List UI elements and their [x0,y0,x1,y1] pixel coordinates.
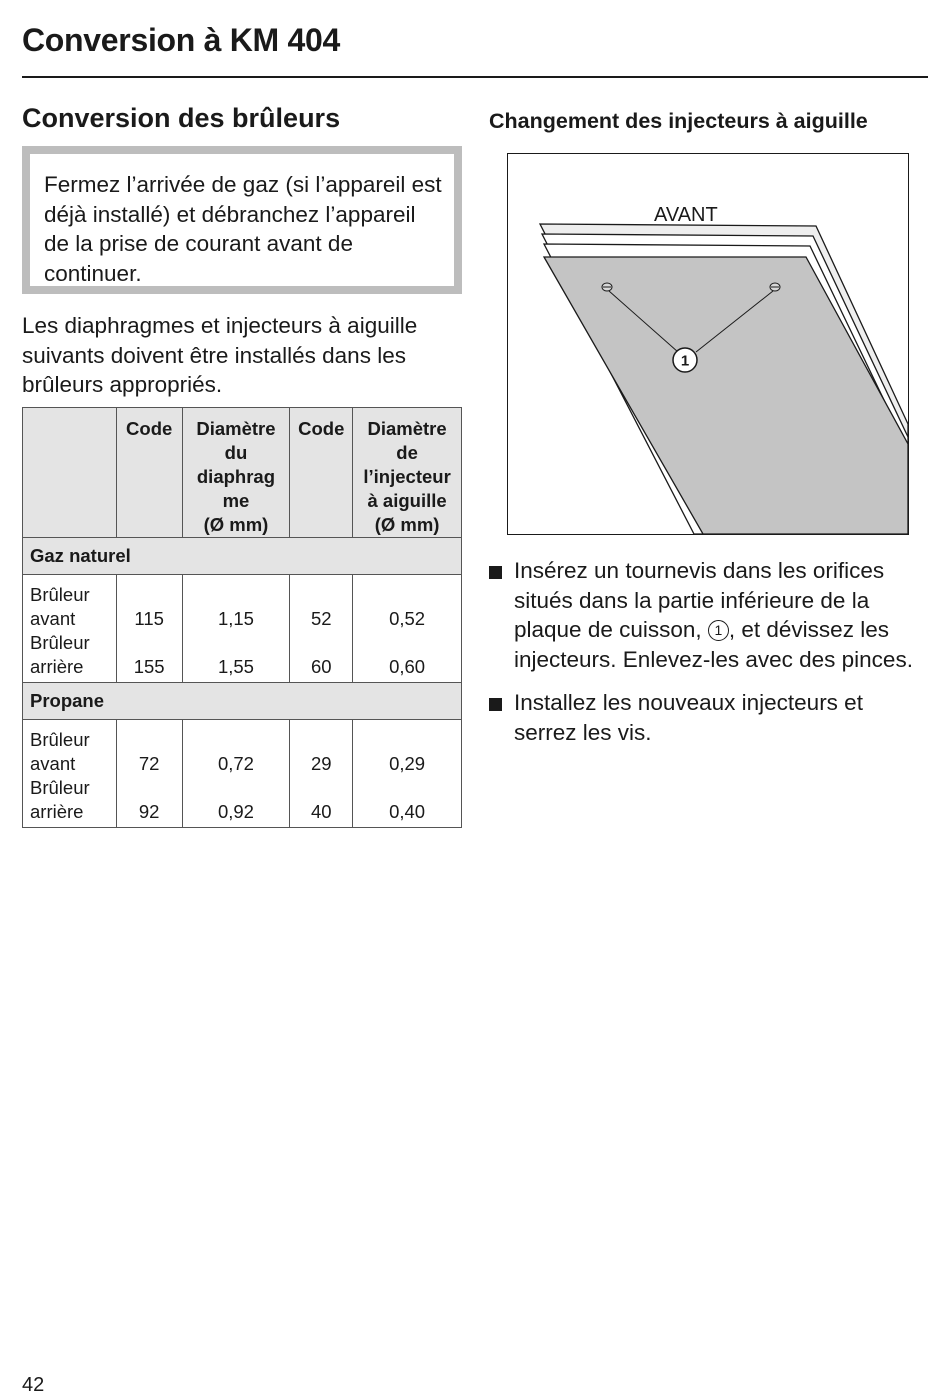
group-label: Propane [23,683,462,720]
group-row-gaz-naturel [23,538,462,575]
bullet-icon [489,566,502,579]
header-line: Diamètre [367,418,447,439]
table-row [23,575,462,683]
value: 40 [310,801,332,822]
burner-label: Brûleur [30,777,90,798]
value: 0,40 [389,801,426,822]
list-item [489,688,929,747]
front-label: AVANT [654,204,718,226]
value: 0,60 [389,656,426,677]
code-cell [290,575,353,683]
burner-label: avant [30,608,76,629]
header-line: de [396,442,418,463]
instruction-list [489,556,929,761]
burner-label: arrière [30,801,84,822]
group-row-propane [23,683,462,720]
callout-inline-icon: 1 [708,620,729,641]
burner-label-cell [23,575,117,683]
burner-label: Brûleur [30,584,90,605]
value: 0,92 [217,801,254,822]
page-title: Conversion à KM 404 [22,22,340,58]
header-blank [23,408,117,538]
value: 60 [310,656,332,677]
header-line: à aiguille [367,490,447,511]
value: 1,15 [217,608,254,629]
bullet-icon [489,698,502,711]
burner-label: avant [30,753,76,774]
section-title: Conversion des brûleurs [22,103,341,133]
conversion-table [22,407,462,828]
title-divider [22,76,928,78]
value: 0,29 [389,753,426,774]
step-text-continued: , et dévissez les injecteurs. Enlevez-les avec des pinces. [514,617,913,672]
page-number: 42 [22,1374,45,1396]
cooktop-illustration [508,154,908,534]
diameter-cell [182,575,290,683]
table-header-row [23,408,462,538]
header-line: Diamètre [196,418,276,439]
header-line: (Ø mm) [374,514,440,535]
list-item [489,556,929,674]
value: 52 [310,608,332,629]
value: 1,55 [217,656,254,677]
header-line: du [224,442,248,463]
intro-paragraph: Les diaphragmes et injecteurs à aiguille suivants doivent être installés dans les brûleurs appropriés. [22,313,418,397]
header-line: diaphrag [196,466,275,487]
step-text: Installez les nouveaux injecteurs et serrez les vis. [514,690,863,745]
value: 29 [310,753,332,774]
burner-label: Brûleur [30,632,90,653]
warning-text: Fermez l’arrivée de gaz (si l’appareil est déjà installé) et débranchez l’appareil de la prise de courant avant de continuer. [44,172,442,286]
cooktop-figure [507,153,909,535]
code-cell [290,720,353,828]
step-text: Insérez un tournevis dans les orifices situés dans la partie inférieure de la plaque de cuisson, [514,558,885,642]
burner-label-cell [23,720,117,828]
figure-heading: Changement des injecteurs à aiguille [489,109,868,133]
header-line: me [222,490,250,511]
callout-number: 1 [680,352,690,370]
diameter-cell [353,575,462,683]
burner-label: arrière [30,656,84,677]
diameter-cell [182,720,290,828]
value: 72 [138,753,160,774]
warning-box [22,146,462,294]
header-line: (Ø mm) [203,514,269,535]
header-diametre-diaphragme [182,408,290,538]
value: 115 [134,608,164,629]
value: 92 [138,801,160,822]
code-cell [116,720,182,828]
code-cell [116,575,182,683]
value: 0,72 [217,753,254,774]
value: 155 [133,656,165,677]
cooktop-plate [544,257,908,534]
diameter-cell [353,720,462,828]
header-diametre-injecteur [353,408,462,538]
header-code-injecteur: Code [290,408,353,538]
group-label: Gaz naturel [23,538,462,575]
header-code-diaphragme: Code [116,408,182,538]
burner-label: Brûleur [30,729,90,750]
header-line: l’injecteur [363,466,451,487]
table-row [23,720,462,828]
value: 0,52 [389,608,426,629]
